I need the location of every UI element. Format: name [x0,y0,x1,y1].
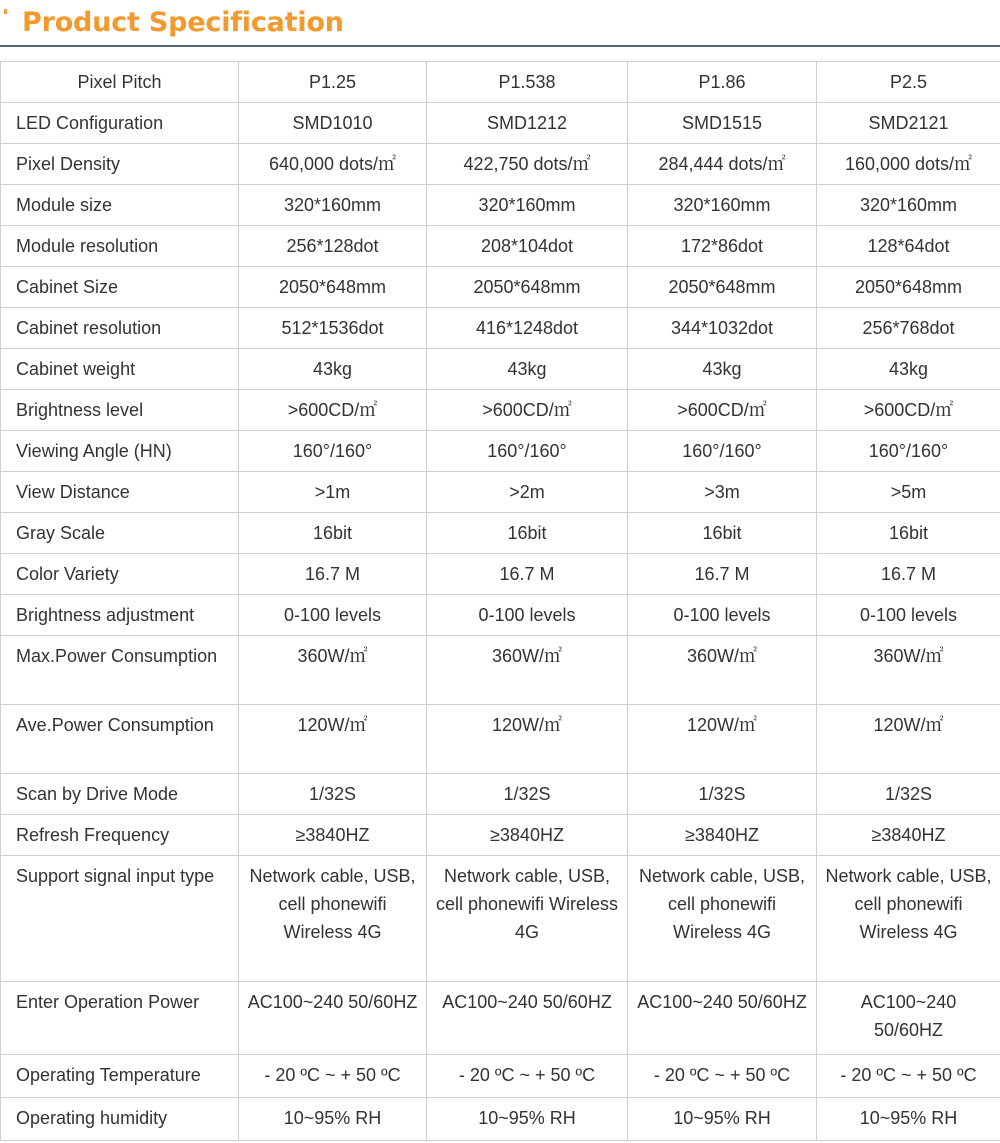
row-value-col-1: 2050*648mm [239,267,427,308]
row-label: Viewing Angle (HN) [1,431,239,472]
row-value-col-1: 1/32S [239,774,427,815]
row-value-col-4: 2050*648mm [817,267,1000,308]
row-value-col-1: 16.7 M [239,554,427,595]
row-value-col-1: 320*160mm [239,185,427,226]
table-row [1,513,1000,554]
row-value-col-4: ≥3840HZ [817,815,1000,856]
row-value-col-1: Network cable, USB, cell phonewifi Wireless 4G [239,856,427,982]
row-value-col-2: 160°/160° [427,431,628,472]
row-value-col-2: Network cable, USB, cell phonewifi Wireless 4G [427,856,628,982]
row-value-col-2: 2050*648mm [427,267,628,308]
row-value-col-2: ≥3840HZ [427,815,628,856]
row-value-col-4: 0-100 levels [817,595,1000,636]
row-label: Cabinet weight [1,349,239,390]
row-value-col-1: - 20 ºC ~ + 50 ºC [239,1055,427,1098]
row-label: Operating Temperature [1,1055,239,1098]
row-value-col-1: 43kg [239,349,427,390]
row-label: Module size [1,185,239,226]
table-row [1,1055,1000,1098]
row-value-col-1: 120W/㎡ [239,705,427,774]
row-value-col-3: 172*86dot [628,226,817,267]
row-value-col-3: 2050*648mm [628,267,817,308]
row-value-col-3: 43kg [628,349,817,390]
row-label: Operating humidity [1,1098,239,1141]
header-cell-pixel-pitch: Pixel Pitch [1,62,239,103]
row-value-col-1: SMD1010 [239,103,427,144]
page-header [0,0,1000,47]
row-value-col-2: AC100~240 50/60HZ [427,982,628,1055]
row-value-col-2: 120W/㎡ [427,705,628,774]
table-row [1,308,1000,349]
row-label: Enter Operation Power [1,982,239,1055]
row-value-col-4: SMD2121 [817,103,1000,144]
table-row [1,774,1000,815]
row-value-col-3: 320*160mm [628,185,817,226]
row-value-col-3: AC100~240 50/60HZ [628,982,817,1055]
header-divider [0,45,1000,47]
row-value-col-4: 128*64dot [817,226,1000,267]
row-value-col-2: 416*1248dot [427,308,628,349]
row-value-col-3: 10~95% RH [628,1098,817,1141]
table-header-row [1,62,1000,103]
row-value-col-2: 0-100 levels [427,595,628,636]
row-value-col-3: - 20 ºC ~ + 50 ºC [628,1055,817,1098]
row-label: Cabinet Size [1,267,239,308]
table-row [1,349,1000,390]
row-value-col-3: 160°/160° [628,431,817,472]
row-value-col-1: 10~95% RH [239,1098,427,1141]
row-value-col-2: - 20 ºC ~ + 50 ºC [427,1055,628,1098]
table-row [1,144,1000,185]
row-label: Refresh Frequency [1,815,239,856]
row-value-col-2: 10~95% RH [427,1098,628,1141]
row-value-col-4: >5m [817,472,1000,513]
table-row [1,982,1000,1055]
row-label: LED Configuration [1,103,239,144]
row-value-col-2: >600CD/㎡ [427,390,628,431]
row-label: Cabinet resolution [1,308,239,349]
row-label: Support signal input type [1,856,239,982]
row-value-col-4: 16bit [817,513,1000,554]
row-value-col-1: 256*128dot [239,226,427,267]
table-row [1,226,1000,267]
row-value-col-4: 320*160mm [817,185,1000,226]
row-value-col-2: 16.7 M [427,554,628,595]
row-value-col-1: ≥3840HZ [239,815,427,856]
row-value-col-2: 208*104dot [427,226,628,267]
table-row [1,185,1000,226]
table-row [1,103,1000,144]
row-value-col-1: 640,000 dots/㎡ [239,144,427,185]
row-value-col-4: >600CD/㎡ [817,390,1000,431]
table-row [1,472,1000,513]
row-value-col-4: 43kg [817,349,1000,390]
row-value-col-1: >600CD/㎡ [239,390,427,431]
row-value-col-1: 160°/160° [239,431,427,472]
row-label: Ave.Power Consumption [1,705,239,774]
row-value-col-1: 512*1536dot [239,308,427,349]
row-value-col-1: AC100~240 50/60HZ [239,982,427,1055]
row-value-col-1: 16bit [239,513,427,554]
page-title: Product Specification [22,7,344,38]
header-cell-col-4: P2.5 [817,62,1000,103]
row-value-col-3: 360W/㎡ [628,636,817,705]
table-row [1,815,1000,856]
table-row [1,636,1000,705]
table-row [1,1098,1000,1141]
header-cell-col-1: P1.25 [239,62,427,103]
row-label: Pixel Density [1,144,239,185]
row-label: Scan by Drive Mode [1,774,239,815]
row-value-col-1: 0-100 levels [239,595,427,636]
header-cell-col-2: P1.538 [427,62,628,103]
table-row [1,595,1000,636]
table-row [1,554,1000,595]
row-value-col-4: Network cable, USB, cell phonewifi Wireless 4G [817,856,1000,982]
table-row [1,267,1000,308]
row-value-col-2: SMD1212 [427,103,628,144]
row-value-col-4: 120W/㎡ [817,705,1000,774]
table-row [1,431,1000,472]
row-value-col-3: >600CD/㎡ [628,390,817,431]
row-value-col-4: 160°/160° [817,431,1000,472]
row-label: Gray Scale [1,513,239,554]
row-value-col-4: 10~95% RH [817,1098,1000,1141]
row-value-col-2: >2m [427,472,628,513]
row-value-col-3: Network cable, USB, cell phonewifi Wireless 4G [628,856,817,982]
row-value-col-2: 360W/㎡ [427,636,628,705]
row-value-col-4: 160,000 dots/㎡ [817,144,1000,185]
row-value-col-1: 360W/㎡ [239,636,427,705]
row-value-col-4: - 20 ºC ~ + 50 ºC [817,1055,1000,1098]
row-value-col-2: 422,750 dots/㎡ [427,144,628,185]
row-label: Brightness adjustment [1,595,239,636]
row-label: Color Variety [1,554,239,595]
row-value-col-4: 1/32S [817,774,1000,815]
header-cell-col-3: P1.86 [628,62,817,103]
row-value-col-2: 43kg [427,349,628,390]
row-value-col-3: 16bit [628,513,817,554]
spec-table [0,61,1000,1141]
row-value-col-2: 1/32S [427,774,628,815]
table-row [1,856,1000,982]
row-value-col-2: 320*160mm [427,185,628,226]
table-row [1,705,1000,774]
row-value-col-3: 1/32S [628,774,817,815]
row-value-col-3: ≥3840HZ [628,815,817,856]
row-value-col-3: >3m [628,472,817,513]
row-label: Brightness level [1,390,239,431]
title-accent-mark [4,9,7,14]
row-value-col-3: SMD1515 [628,103,817,144]
row-value-col-1: >1m [239,472,427,513]
row-value-col-3: 284,444 dots/㎡ [628,144,817,185]
row-value-col-4: AC100~240 50/60HZ [817,982,1000,1055]
row-value-col-2: 16bit [427,513,628,554]
row-value-col-3: 0-100 levels [628,595,817,636]
table-row [1,390,1000,431]
row-value-col-3: 16.7 M [628,554,817,595]
row-label: View Distance [1,472,239,513]
row-label: Max.Power Consumption [1,636,239,705]
row-label: Module resolution [1,226,239,267]
row-value-col-4: 360W/㎡ [817,636,1000,705]
row-value-col-3: 120W/㎡ [628,705,817,774]
row-value-col-3: 344*1032dot [628,308,817,349]
row-value-col-4: 256*768dot [817,308,1000,349]
row-value-col-4: 16.7 M [817,554,1000,595]
